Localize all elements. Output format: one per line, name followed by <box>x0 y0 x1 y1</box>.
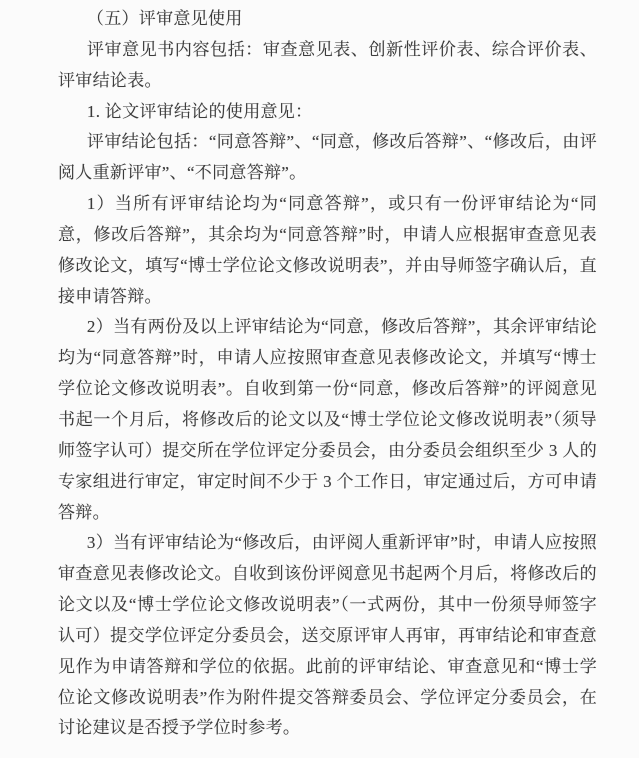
list-heading: 1. 论文评审结论的使用意见： <box>86 101 313 121</box>
paragraph-intro: 评审意见书内容包括：审查意见表、创新性评价表、综合评价表、评审结论表。 <box>58 39 597 90</box>
paragraph-conclusion-types: 评审结论包括：“同意答辩”、“同意，修改后答辩”、“修改后，由评阅人重新评审”、“不同意答辩”。 <box>58 132 597 183</box>
paragraph-rule-1: 1）当所有评审结论均为“同意答辩”，或只有一份评审结论为“同意，修改后答辩”，其余均为“同意答辩”时，申请人应根据审查意见表修改论文，填写“博士学位论文修改说明表”，并由导师签字确认后，直接申请答辩。 <box>58 194 597 306</box>
paragraph-rule-2: 2）当有两份及以上评审结论为“同意，修改后答辩”，其余评审结论均为“同意答辩”时，申请人应按照审查意见表修改论文，并填写“博士学位论文修改说明表”。自收到第一份“同意，修改后答辩”的评阅意见书起一个月后，将修改后的论文以及“博士学位论文修改说明表”（须导师签字认可）提交所在学位评定分委员会，由分委员会组织至少 3 人的专家组进行审定，审定时间不少于 3 个工作日，审定通过后，方可申请答辩。 <box>58 317 597 522</box>
paragraph-rule-3: 3）当有评审结论为“修改后，由评阅人重新评审”时，申请人应按照审查意见表修改论文。自收到该份评阅意见书起两个月后，将修改后的论文以及“博士学位论文修改说明表”（一式两份，其中一份须导师签字认可）提交学位评定分委员会，送交原评审人再审，再审结论和审查意见作为申请答辩和学位的依据。此前的评审结论、审查意见和“博士学位论文修改说明表”作为附件提交答辩委员会、学位评定分委员会，在讨论建议是否授予学位时参考。 <box>58 533 597 738</box>
section-heading: （五）评审意见使用 <box>86 9 243 28</box>
